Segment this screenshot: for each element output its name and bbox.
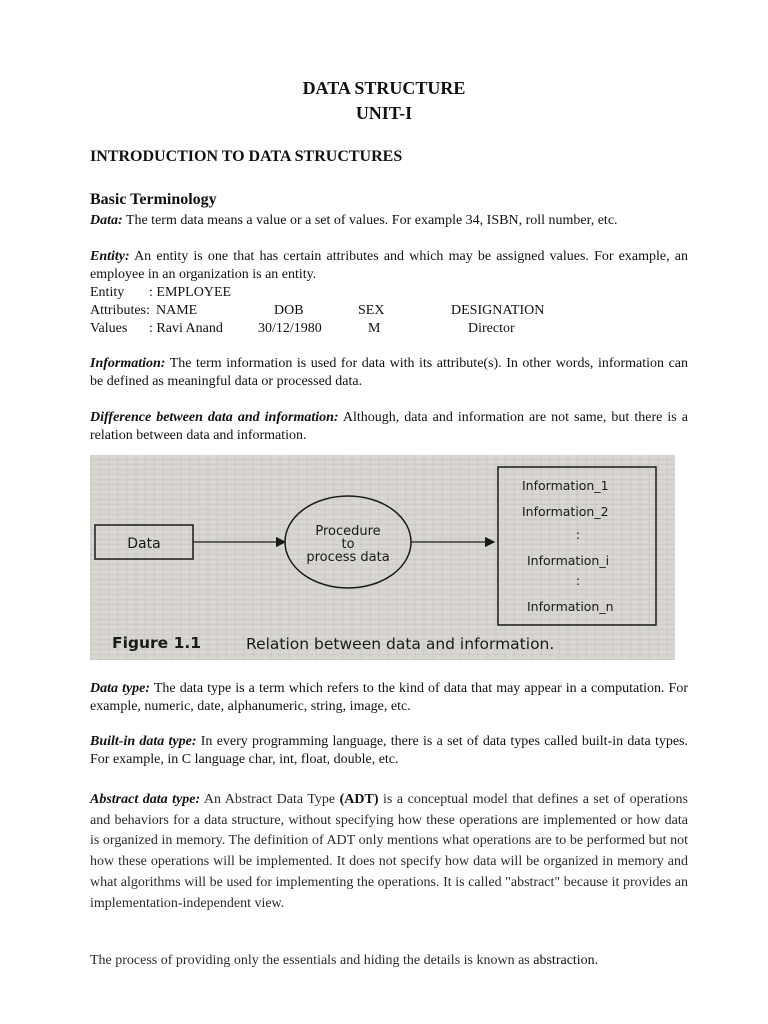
paragraph-information <box>90 355 688 391</box>
figure-caption-number: Figure 1.1 <box>112 634 202 652</box>
term-data-type: Data type: <box>90 681 151 696</box>
attribute-name: NAME <box>156 303 198 318</box>
value-sex: M <box>368 321 381 336</box>
term-difference: Difference between data and information: <box>90 410 339 425</box>
paragraph-abstraction <box>90 951 688 972</box>
value-dob: 30/12/1980 <box>258 321 322 336</box>
info-item-i: Information_i <box>527 553 610 568</box>
term-adt: Abstract data type: <box>90 792 201 807</box>
document-title: DATA STRUCTURE <box>302 78 466 98</box>
section-heading: INTRODUCTION TO DATA STRUCTURES <box>90 148 403 165</box>
attribute-sex: SEX <box>358 303 385 318</box>
paragraph-difference <box>90 409 688 445</box>
definition-difference: Although, data and information are not same, but there is a relation between data and information. <box>90 410 688 443</box>
value-designation: Director <box>468 321 515 336</box>
info-item-2: Information_2 <box>522 504 609 519</box>
subheading-basic-terminology: Basic Terminology <box>90 191 217 208</box>
info-item-1: Information_1 <box>522 478 609 493</box>
paragraph-data-type <box>90 680 688 716</box>
abstraction-word: abstraction. <box>533 953 599 968</box>
value-name: : Ravi Anand <box>149 321 223 336</box>
paragraph-data <box>90 212 688 230</box>
entity-value: : EMPLOYEE <box>149 285 232 300</box>
info-ellipsis-2: : <box>575 573 581 588</box>
figure-data-information <box>90 455 675 660</box>
values-label: Values <box>90 321 128 336</box>
paragraph-builtin <box>90 733 688 769</box>
definition-adt-start: An Abstract Data Type <box>200 792 340 807</box>
paragraph-entity <box>90 248 688 284</box>
info-item-n: Information_n <box>527 599 614 614</box>
attribute-dob: DOB <box>274 303 304 318</box>
definition-builtin: In every programming language, there is a set of data types called built-in data types. For example, in C language char, int, float, double, etc. <box>90 734 688 767</box>
entity-label: Entity <box>90 285 125 300</box>
definition-data: The term data means a value or a set of values. For example 34, ISBN, roll number, etc. <box>122 213 618 228</box>
definition-adt-rest: is a conceptual model that defines a set of operations and behaviors for a data structure, without specifying how these operations are implemented or how data is organized in memory. The definition of ADT only mentions what operations are to be performed but not how these operations will be implemented. It does not specify how data will be organized in memory and what algorithms will be used for implementing the operations. It is called "abstract" because it provides an implementation-independent view. <box>90 792 688 911</box>
term-builtin: Built-in data type: <box>90 734 197 749</box>
paragraph-adt <box>90 790 688 914</box>
term-entity: Entity: <box>90 249 130 264</box>
definition-entity: An entity is one that has certain attributes and which may be assigned values. For example, an employee in an organization is an entity. <box>90 249 688 282</box>
procedure-line-2: to <box>341 537 355 552</box>
procedure-line-1: Procedure <box>315 524 381 539</box>
definition-data-type: The data type is a term which refers to the kind of data that may appear in a computation. For example, numeric, date, alphanumeric, string, image, etc. <box>90 681 688 714</box>
figure-diagram <box>90 455 675 660</box>
figure-caption-text: Relation between data and information. <box>246 635 555 653</box>
data-box-label: Data <box>127 536 161 552</box>
adt-acronym: (ADT) <box>339 792 379 807</box>
abstraction-text: The process of providing only the essentials and hiding the details is known as <box>90 953 534 968</box>
procedure-line-3: process data <box>306 550 390 565</box>
term-data: Data: <box>90 213 123 228</box>
info-ellipsis-1: : <box>575 527 581 542</box>
unit-title: UNIT-I <box>355 103 413 123</box>
definition-information: The term information is used for data with its attribute(s). In other words, information can be defined as meaningful data or processed data. <box>90 356 688 389</box>
attribute-designation: DESIGNATION <box>451 303 545 318</box>
term-information: Information: <box>90 356 166 371</box>
attributes-label: Attributes: <box>90 303 150 318</box>
